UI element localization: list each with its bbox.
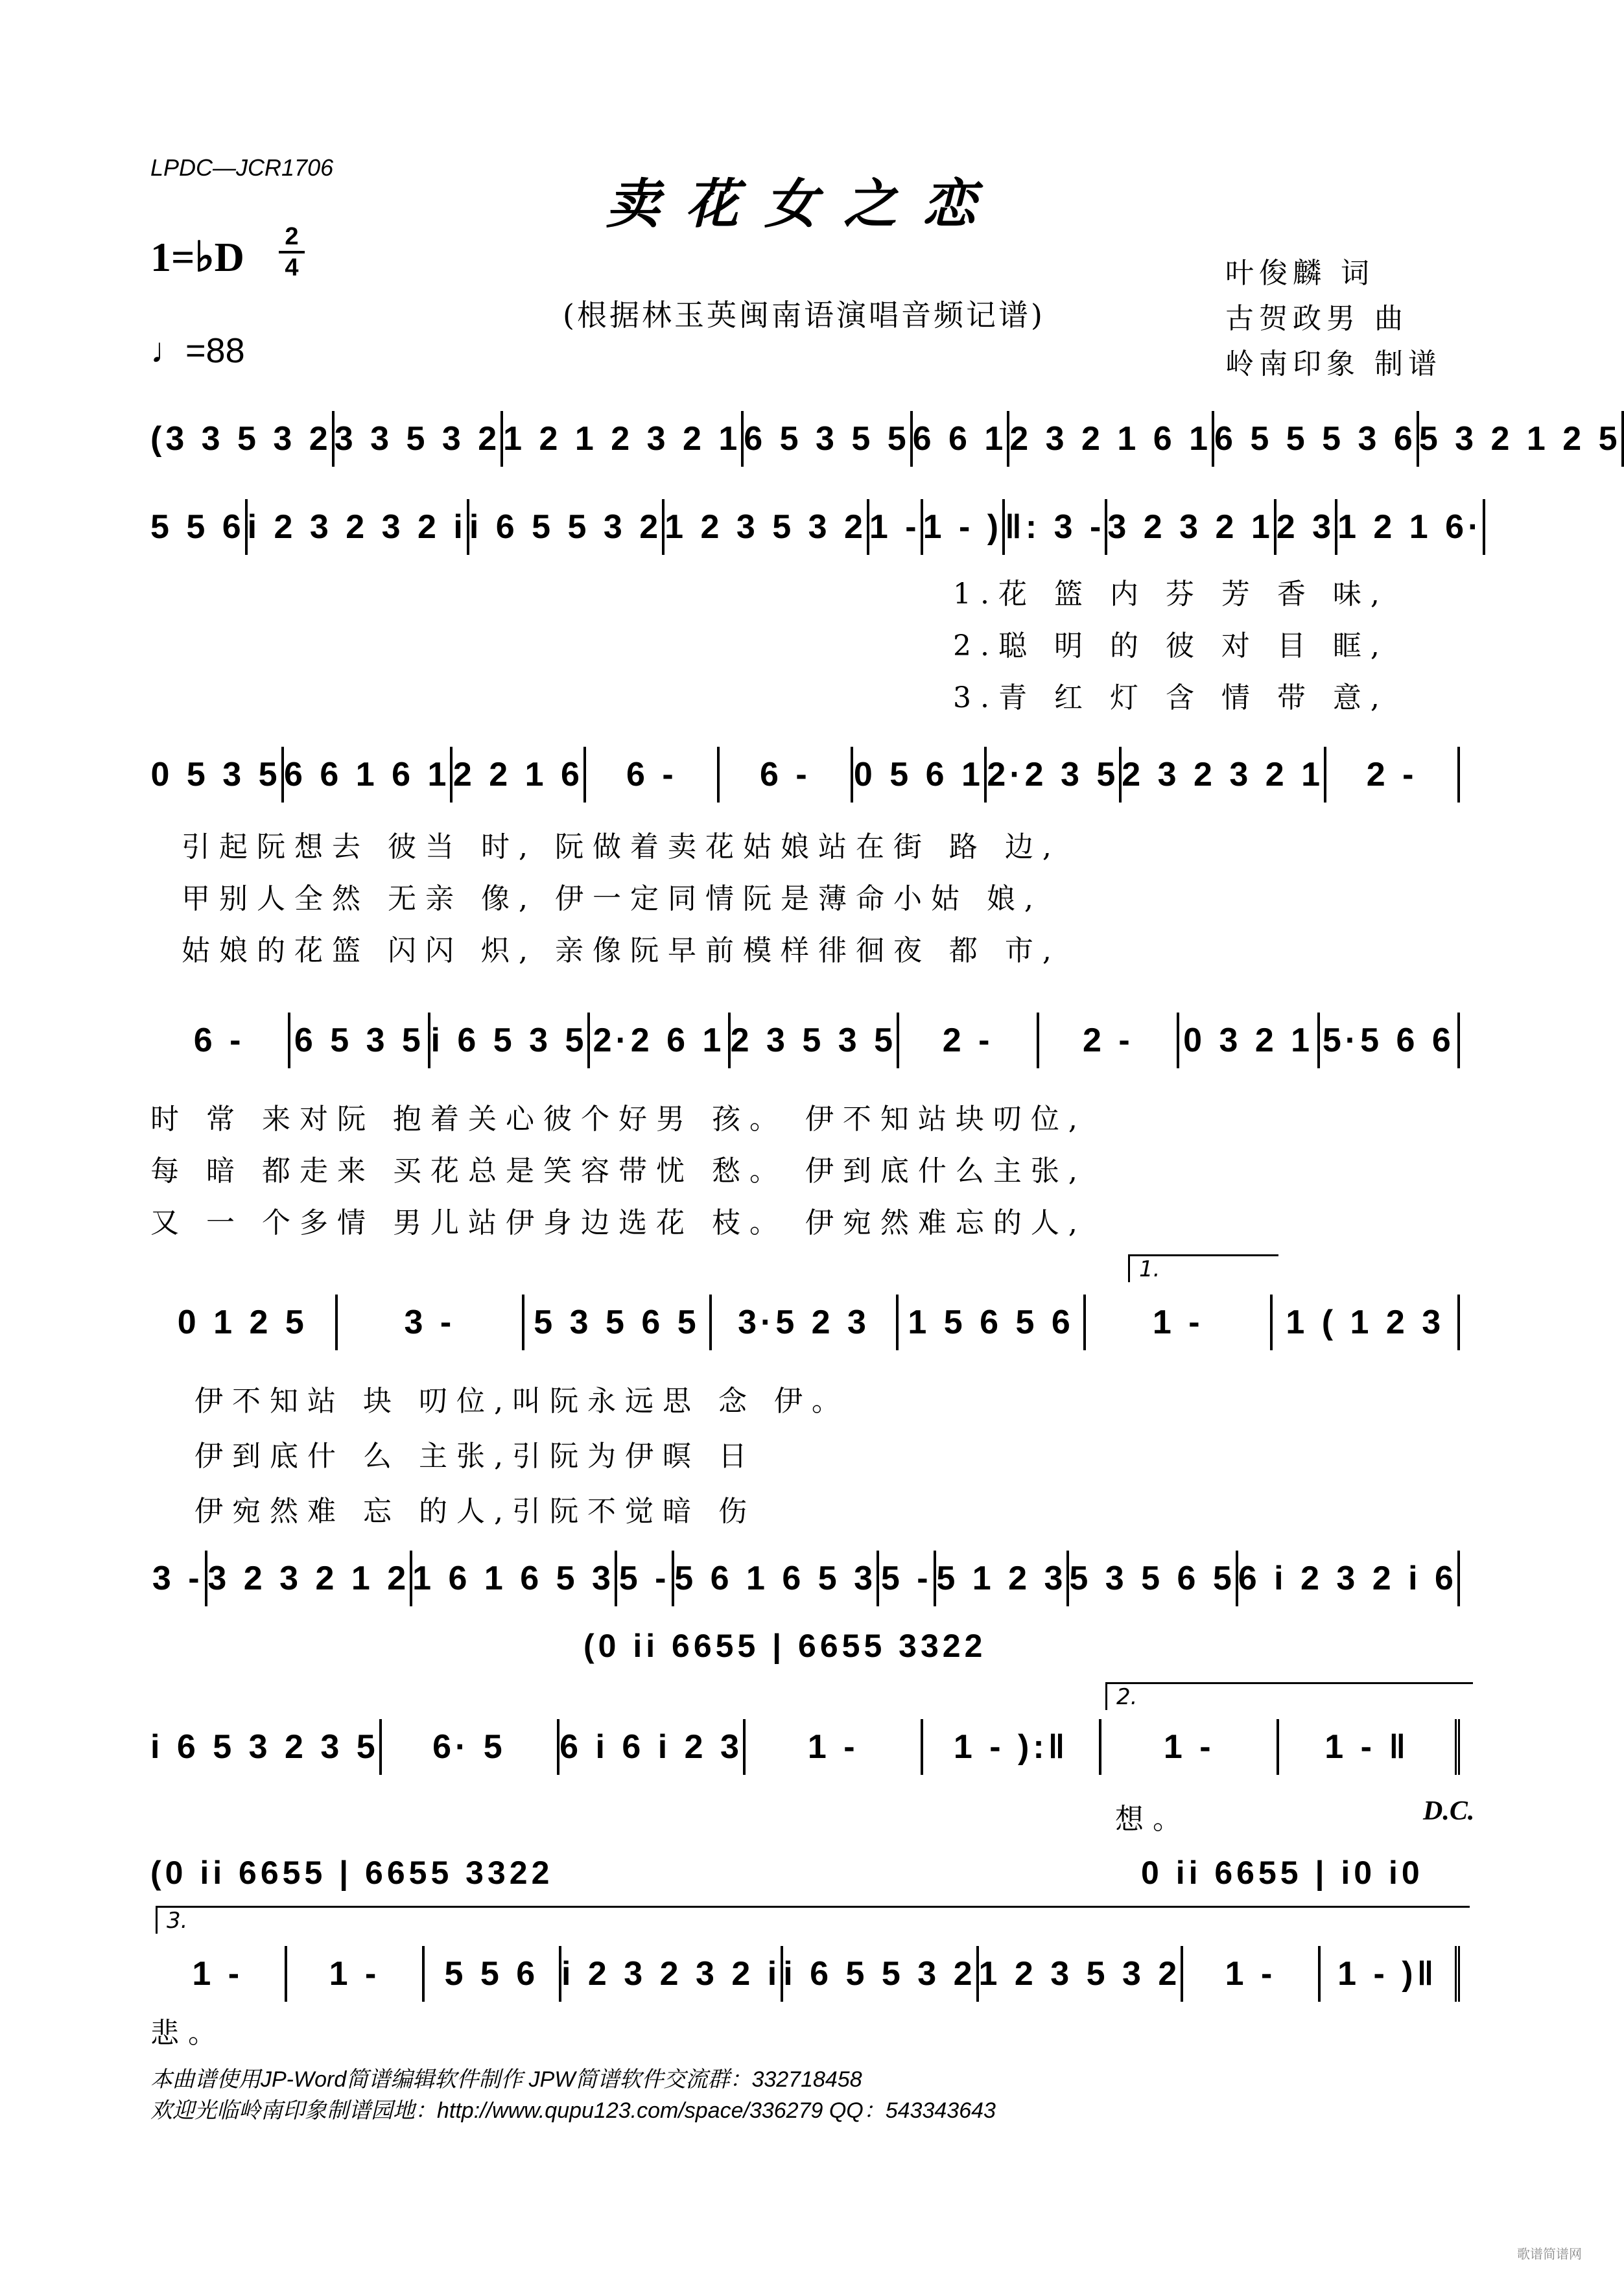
accompaniment-line: (0 ii 6655 | 6655 3322 <box>150 1855 554 1891</box>
lyric-line: 1.花 篮 内 芬 芳 香 味, <box>953 578 1389 611</box>
time-signature <box>279 224 305 281</box>
measure: 3 3 5 3 2 <box>335 411 503 467</box>
lyric-line: 时 常 来对阮 抱着关心彼个好男 孩。 伊不知站块叨位, <box>150 1103 1087 1136</box>
measure: 1 - ):‖ <box>923 1719 1101 1775</box>
measure: 1 - <box>150 1946 287 2002</box>
measure: 3 - <box>150 1551 207 1606</box>
measure: (3 3 5 3 2 <box>150 411 335 467</box>
measure: 2 - <box>1326 747 1460 803</box>
measure: 5 - <box>879 1551 936 1606</box>
subtitle: (根据林玉英闽南语演唱音频记谱) <box>563 298 1045 333</box>
measure: 5 3 2 1 2 5 <box>1419 411 1624 467</box>
volta-2: 2. <box>1105 1682 1473 1710</box>
measure: 6 - <box>150 1013 290 1068</box>
measure: 1 - ‖ <box>1279 1719 1460 1775</box>
lyric-line: 引起阮想去 彼当 时, 阮做着卖花姑娘站在街 路 边, <box>182 830 1061 863</box>
measure: 5 5 6 <box>425 1946 561 2002</box>
measure: 1 - )‖ <box>1321 1946 1460 2002</box>
tempo-marking: ♩=88 <box>150 331 245 370</box>
measure: 1 - <box>287 1946 424 2002</box>
measure: 1 2 3 5 3 2 <box>979 1946 1184 2002</box>
measure: 1 - <box>869 499 923 555</box>
measure: 5 3 5 6 5 <box>524 1295 712 1350</box>
measure: 6· 5 <box>382 1719 560 1775</box>
lyric-line: 伊不知站 块 叨位,叫阮永远思 念 伊。 <box>194 1385 849 1418</box>
measure: 2·2 3 5 <box>987 747 1122 803</box>
measure: 6 5 3 5 <box>290 1013 430 1068</box>
measure: i 2 3 2 3 2 i <box>248 499 469 555</box>
song-title: 卖花女之恋 <box>606 173 1002 235</box>
measure: 5 6 1 6 5 3 <box>674 1551 879 1606</box>
measure: 1 - <box>1183 1946 1320 2002</box>
measure: 6 5 5 5 3 6 <box>1214 411 1419 467</box>
lyric-end-3: 悲。 <box>150 2017 226 2050</box>
lyric-line: 甲别人全然 无亲 像, 伊一定同情阮是薄命小姑 娘, <box>182 882 1042 915</box>
measure: 1 5 6 5 6 <box>899 1295 1086 1350</box>
meter-bottom: 4 <box>285 254 299 281</box>
staff-1 <box>150 410 1621 468</box>
staff-3 <box>150 745 1460 804</box>
measure: 1 ( 1 2 3 <box>1273 1295 1460 1350</box>
lyric-line: 伊宛然难 忘 的人,引阮不觉暗 伤 <box>194 1495 756 1528</box>
footer-line-1: 本曲谱使用JP-Word简谱编辑软件制作 JPW简谱软件交流群：332718458 <box>150 2067 862 2092</box>
lyric-line: 伊到底什 么 主张,引阮为伊暝 日 <box>194 1440 756 1473</box>
measure: i 6 5 3 5 <box>430 1013 590 1068</box>
staff-4 <box>150 1011 1460 1070</box>
staff-2 <box>150 498 1483 556</box>
measure: i 2 3 2 3 2 i <box>561 1946 783 2002</box>
measure: 3 2 3 2 1 2 <box>207 1551 412 1606</box>
measure: 2 - <box>1039 1013 1179 1068</box>
measure: 2 3 2 1 6 1 <box>1009 411 1214 467</box>
measure: 5 3 5 6 5 <box>1069 1551 1238 1606</box>
lyricist-credit: 叶俊麟 词 <box>1225 257 1374 290</box>
meter-top: 2 <box>285 223 299 250</box>
measure: 1 - <box>1101 1719 1280 1775</box>
measure: i 6 5 3 2 3 5 <box>150 1719 382 1775</box>
measure: 2 3 5 3 5 <box>731 1013 899 1068</box>
score-code: LPDC—JCR1706 <box>150 154 334 181</box>
footer-line-2: 欢迎光临岭南印象制谱园地：http://www.qupu123.com/space/336279 QQ：543343643 <box>150 2098 996 2123</box>
measure: 2 - <box>899 1013 1039 1068</box>
accompaniment-line: (0 ii 6655 | 6655 3322 <box>583 1628 987 1664</box>
measure: 3 - <box>338 1295 525 1350</box>
measure: 5 5 6 <box>150 499 248 555</box>
volta-1: 1. <box>1128 1254 1278 1282</box>
lyric-line: 2.聪 明 的 彼 对 目 眶, <box>953 629 1389 662</box>
staff-6 <box>150 1549 1460 1608</box>
measure: 0 1 2 5 <box>150 1295 338 1350</box>
measure: 1 2 1 6· <box>1337 499 1485 555</box>
measure: 6 - <box>586 747 720 803</box>
measure: 3 2 3 2 1 <box>1107 499 1276 555</box>
measure: 2 3 <box>1277 499 1337 555</box>
lyric-line: 3.青 红 灯 含 情 带 意, <box>953 681 1389 714</box>
volta-3: 3. <box>156 1906 1470 1934</box>
lyric-end-2: 想。 <box>1115 1803 1190 1836</box>
measure: 0 5 6 1 <box>853 747 987 803</box>
staff-8 <box>150 1945 1460 2003</box>
measure: 6 i 6 i 2 3 <box>559 1719 746 1775</box>
measure: 6 6 1 <box>913 411 1010 467</box>
watermark: 歌谱简谱网 <box>1517 2246 1582 2262</box>
measure: 1 - ) <box>923 499 1005 555</box>
measure: 6 5 3 5 5 <box>744 411 912 467</box>
measure: 1 - <box>1086 1295 1273 1350</box>
lyric-line: 每 暗 都走来 买花总是笑容带忧 愁。 伊到底什么主张, <box>150 1155 1087 1188</box>
measure: 2·2 6 1 <box>590 1013 730 1068</box>
measure: 0 3 2 1 <box>1179 1013 1319 1068</box>
measure: 6 - <box>720 747 853 803</box>
measure: 5 1 2 3 <box>936 1551 1069 1606</box>
measure: 3·5 2 3 <box>712 1295 899 1350</box>
measure: 0 5 3 5 <box>150 747 284 803</box>
measure: 5 - <box>617 1551 674 1606</box>
lyric-line: 又 一 个多情 男儿站伊身边选花 枝。 伊宛然难忘的人, <box>150 1206 1087 1239</box>
measure: 2 3 2 3 2 1 <box>1122 747 1326 803</box>
measure: ‖: 3 - <box>1005 499 1107 555</box>
measure: 1 2 3 5 3 2 <box>665 499 869 555</box>
measure: 1 2 1 2 3 2 1 <box>503 411 744 467</box>
measure: 5·5 6 6 <box>1320 1013 1460 1068</box>
measure: 1 - <box>746 1719 924 1775</box>
staff-5 <box>150 1293 1460 1352</box>
measure: 6 6 1 6 1 <box>284 747 453 803</box>
lyric-line: 姑娘的花篮 闪闪 炽, 亲像阮早前模样徘徊夜 都 市, <box>182 934 1061 967</box>
measure: i 6 5 5 3 2 <box>783 1946 978 2002</box>
measure: 1 6 1 6 5 3 <box>412 1551 617 1606</box>
composer-credit: 古贺政男 曲 <box>1225 302 1408 335</box>
measure: i 6 5 5 3 2 <box>469 499 665 555</box>
arranger-credit: 岭南印象 制谱 <box>1225 347 1442 381</box>
accompaniment-line: 0 ii 6655 | i0 i0 <box>1141 1855 1424 1891</box>
measure: 2 2 1 6 <box>453 747 586 803</box>
key-signature: 1=♭D <box>150 234 244 280</box>
staff-7 <box>150 1718 1460 1776</box>
dc-marking: D.C. <box>1423 1796 1475 1826</box>
measure: 6 i 2 3 2 i 6 <box>1238 1551 1460 1606</box>
